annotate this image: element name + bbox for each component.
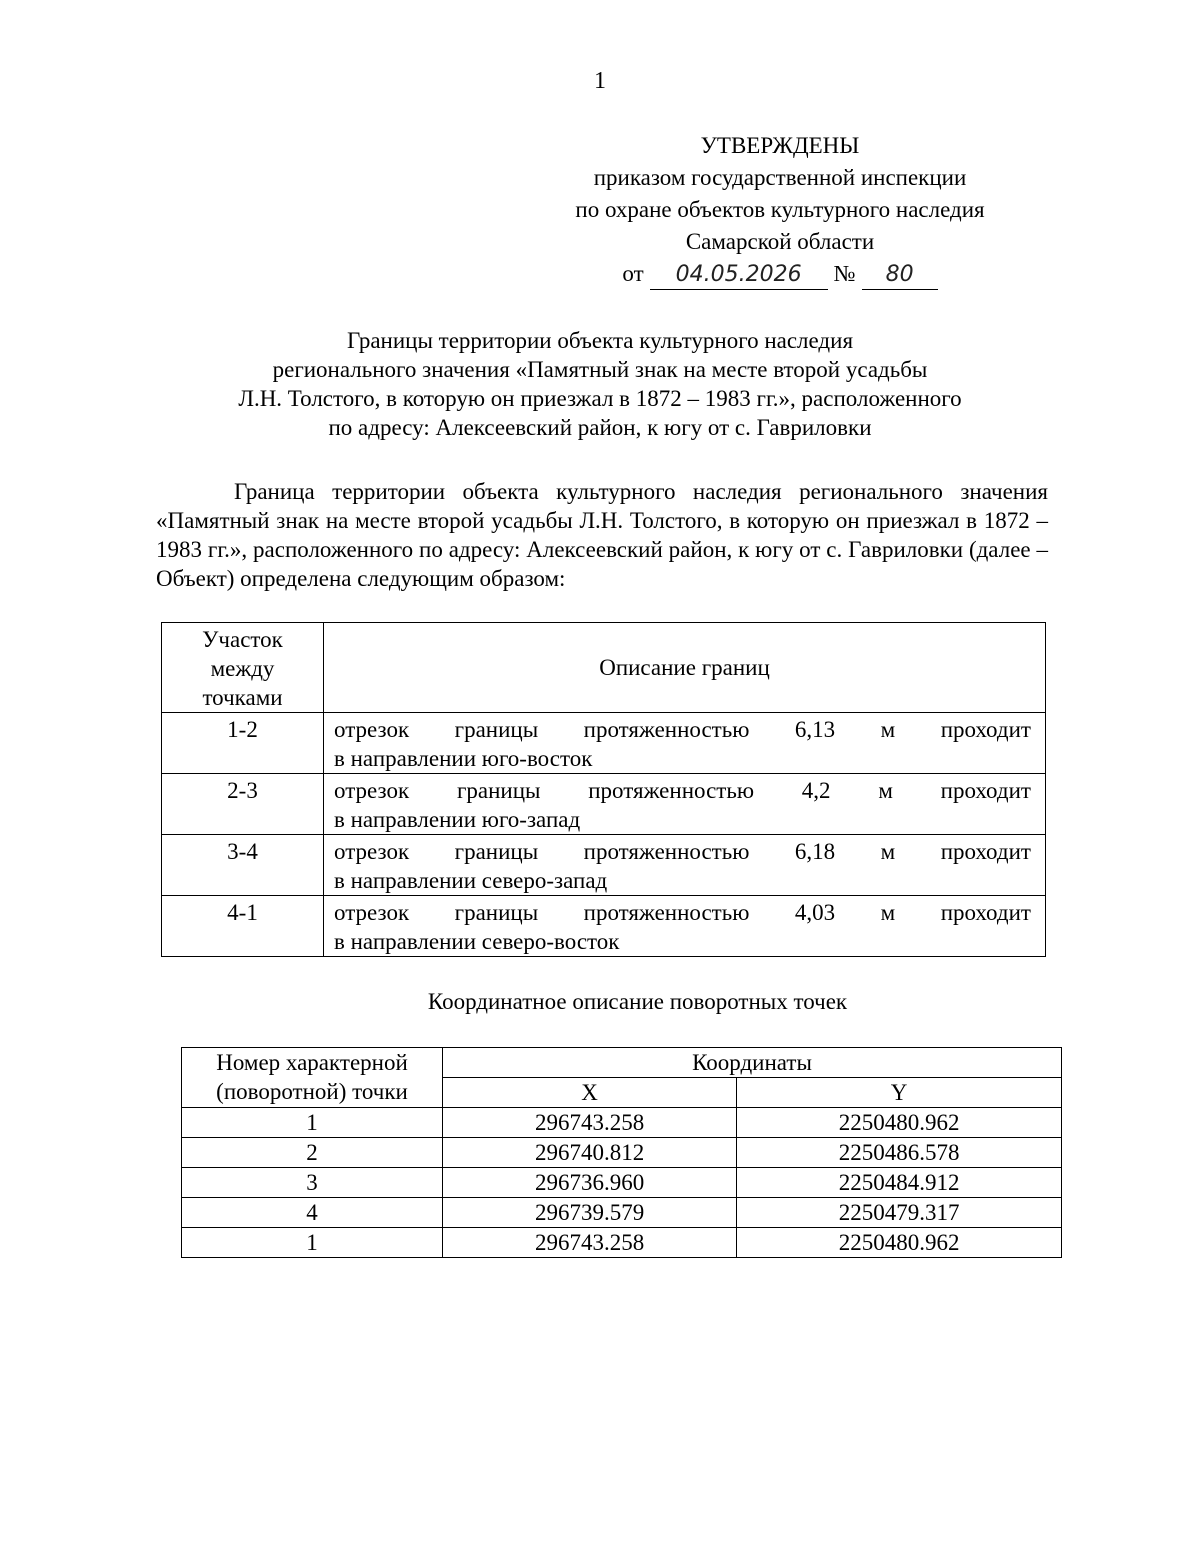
point-header xyxy=(182,1048,443,1108)
desc-direction: в направлении северо-восток xyxy=(334,929,620,954)
segment-header-line: Участок xyxy=(202,627,283,652)
desc-word: отрезок xyxy=(334,778,410,803)
x-cell: 296740.812 xyxy=(443,1138,737,1168)
table-row xyxy=(162,713,1046,774)
point-cell: 4 xyxy=(182,1198,443,1228)
table-row xyxy=(182,1168,1062,1198)
desc-word: отрезок xyxy=(334,717,410,742)
approval-line: по охране объектов культурного наследия xyxy=(575,197,985,222)
desc-word: протяженностью xyxy=(583,900,750,925)
desc-word: границы xyxy=(454,900,539,925)
coords-table xyxy=(181,1047,1062,1258)
desc-word: отрезок xyxy=(334,900,410,925)
desc-word: проходит xyxy=(940,717,1031,742)
point-cell: 3 xyxy=(182,1168,443,1198)
approval-title: УТВЕРЖДЕНЫ xyxy=(700,133,860,158)
desc-length: 4,2 xyxy=(801,778,831,803)
desc-word: границы xyxy=(454,717,539,742)
desc-unit: м xyxy=(880,717,896,742)
number-prefix: № xyxy=(833,261,856,286)
title-line: Л.Н. Толстого, в которую он приезжал в 1872 – 1983 гг.», расположенного xyxy=(238,386,962,411)
point-header-line: (поворотной) точки xyxy=(216,1079,408,1104)
title-line: Границы территории объекта культурного наследия xyxy=(346,328,854,353)
desc-word: границы xyxy=(454,839,539,864)
page-number: 1 xyxy=(594,68,606,94)
table-row xyxy=(182,1108,1062,1138)
table-row xyxy=(182,1138,1062,1168)
description-cell xyxy=(324,835,1046,896)
table-row xyxy=(162,896,1046,957)
title-line: регионального значения «Памятный знак на месте второй усадьбы xyxy=(272,357,928,382)
segment-cell: 4-1 xyxy=(162,896,324,957)
y-cell: 2250480.962 xyxy=(737,1108,1062,1138)
x-cell: 296736.960 xyxy=(443,1168,737,1198)
date-prefix: от xyxy=(622,261,644,286)
desc-word: границы xyxy=(456,778,541,803)
desc-direction: в направлении юго-запад xyxy=(334,807,581,832)
table-row xyxy=(162,774,1046,835)
table-row xyxy=(182,1198,1062,1228)
y-header: Y xyxy=(737,1078,1062,1108)
desc-length: 4,03 xyxy=(794,900,836,925)
point-cell: 2 xyxy=(182,1138,443,1168)
segment-header-line: точками xyxy=(202,685,283,710)
x-header: X xyxy=(443,1078,737,1108)
segments-table xyxy=(161,622,1046,957)
handwritten-number: 80 xyxy=(862,261,938,290)
approval-line: Самарской области xyxy=(685,229,875,254)
coords-title: Координатное описание поворотных точек xyxy=(427,989,848,1014)
table-row xyxy=(162,835,1046,896)
desc-unit: м xyxy=(880,900,896,925)
segment-cell: 1-2 xyxy=(162,713,324,774)
approval-date-line xyxy=(530,258,1030,290)
point-header-line: Номер характерной xyxy=(216,1050,408,1075)
table-row xyxy=(182,1228,1062,1258)
segment-header xyxy=(162,623,324,713)
desc-word: проходит xyxy=(940,778,1031,803)
x-cell: 296739.579 xyxy=(443,1198,737,1228)
title-line: по адресу: Алексеевский район, к югу от с. Гавриловки xyxy=(328,415,872,440)
y-cell: 2250480.962 xyxy=(737,1228,1062,1258)
description-header: Описание границ xyxy=(324,623,1046,713)
desc-length: 6,13 xyxy=(794,717,836,742)
desc-word: протяженностью xyxy=(583,717,750,742)
coords-header-row xyxy=(182,1048,1062,1078)
description-cell xyxy=(324,896,1046,957)
document-title xyxy=(100,326,1100,442)
desc-word: проходит xyxy=(940,900,1031,925)
desc-word: отрезок xyxy=(334,839,410,864)
coords-header: Координаты xyxy=(443,1048,1062,1078)
y-cell: 2250484.912 xyxy=(737,1168,1062,1198)
segments-header-row xyxy=(162,623,1046,713)
desc-word: протяженностью xyxy=(583,839,750,864)
handwritten-date: 04.05.2026 xyxy=(650,261,828,290)
desc-length: 6,18 xyxy=(794,839,836,864)
y-cell: 2250486.578 xyxy=(737,1138,1062,1168)
desc-word: проходит xyxy=(940,839,1031,864)
segment-cell: 3-4 xyxy=(162,835,324,896)
segment-header-line: между xyxy=(210,656,275,681)
desc-word: протяженностью xyxy=(588,778,755,803)
approval-line: приказом государственной инспекции xyxy=(593,165,967,190)
body-paragraph: Граница территории объекта культурного наследия регионального значения «Памятный знак на месте второй усадьбы Л.Н. Толстого, в которую он приезжал в 1872 – 1983 гг.», расположенного по адресу: Алексеевский район, к югу от с. Гавриловки (далее – Объект) определена следующим образом: xyxy=(156,479,1048,591)
point-cell: 1 xyxy=(182,1228,443,1258)
point-cell: 1 xyxy=(182,1108,443,1138)
desc-unit: м xyxy=(880,839,896,864)
desc-unit: м xyxy=(878,778,893,803)
approval-block xyxy=(530,130,1030,290)
desc-direction: в направлении юго-восток xyxy=(334,746,593,771)
x-cell: 296743.258 xyxy=(443,1108,737,1138)
description-cell xyxy=(324,713,1046,774)
segment-cell: 2-3 xyxy=(162,774,324,835)
description-cell xyxy=(324,774,1046,835)
x-cell: 296743.258 xyxy=(443,1228,737,1258)
y-cell: 2250479.317 xyxy=(737,1198,1062,1228)
desc-direction: в направлении северо-запад xyxy=(334,868,608,893)
